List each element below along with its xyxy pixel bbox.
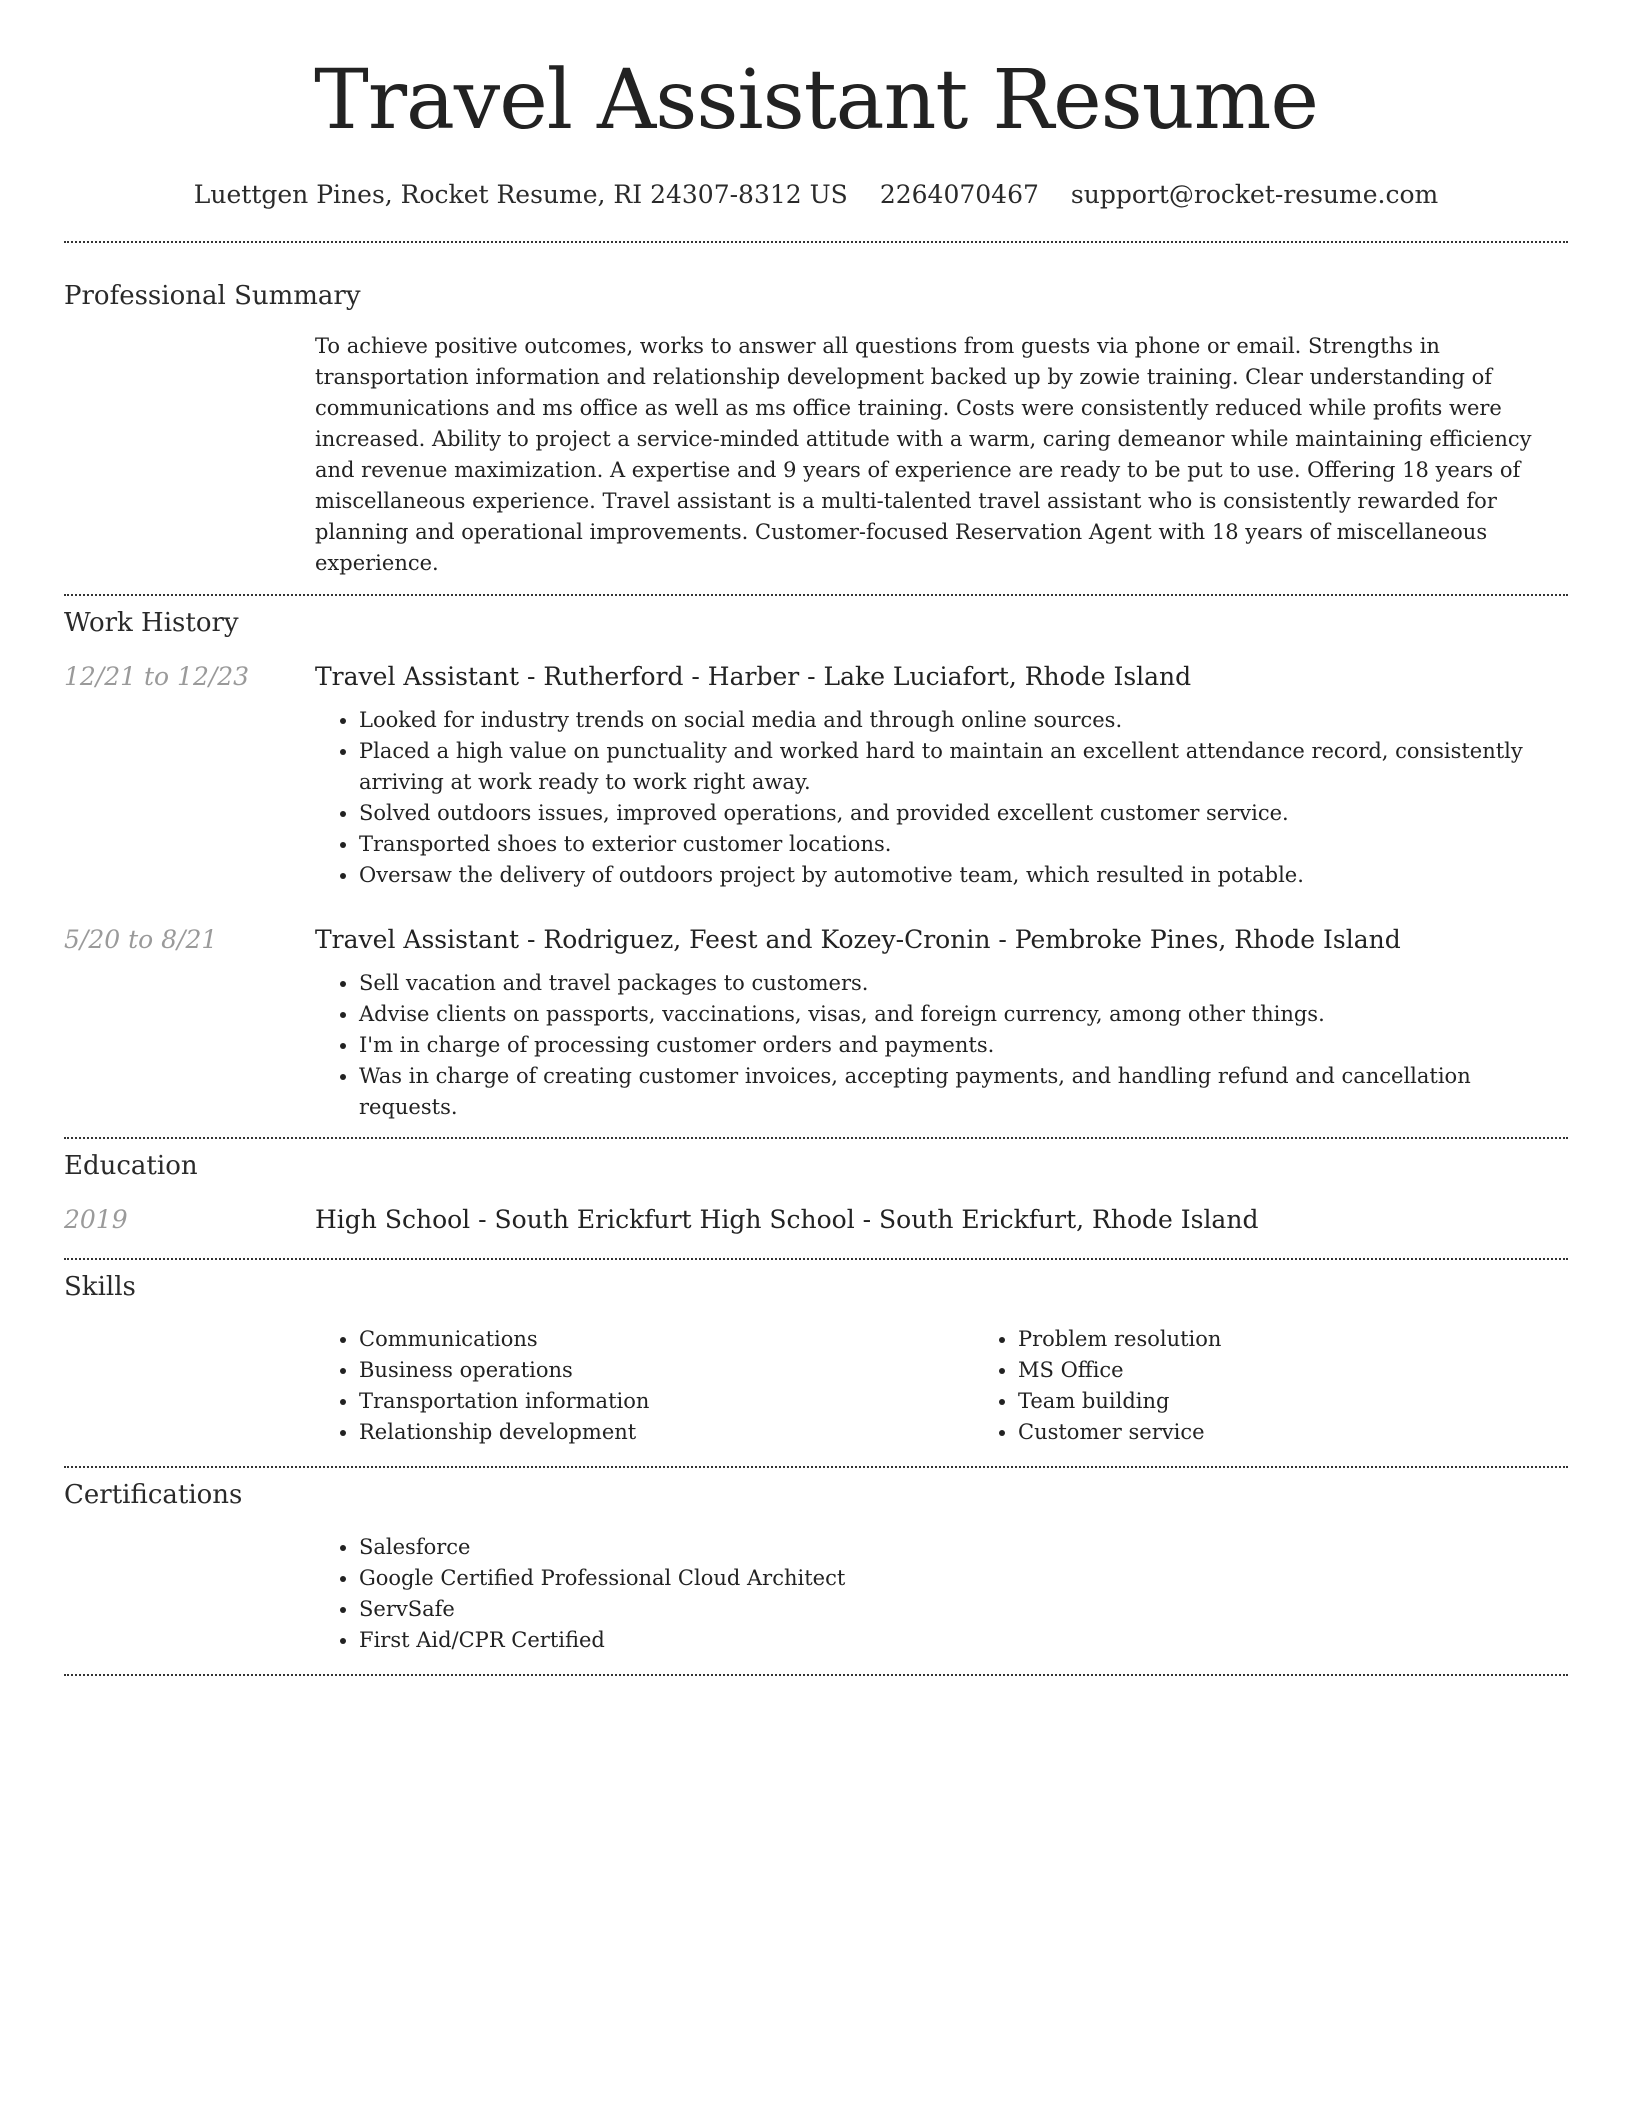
list-item: • Salesforce [359, 1532, 1568, 1563]
list-item: • Solved outdoors issues, improved operations, and provided excellent customer service. [359, 798, 1568, 829]
skills-list-right [974, 1324, 1632, 1448]
job-entry [64, 662, 1568, 891]
summary-heading: Professional Summary [64, 281, 361, 311]
contact-line [64, 180, 1568, 209]
divider [64, 594, 1568, 596]
skills-heading: Skills [64, 1272, 136, 1302]
certifications-list [315, 1532, 1568, 1656]
work-history-heading: Work History [64, 608, 239, 638]
list-item: • Oversaw the delivery of outdoors project by automotive team, which resulted in potable. [359, 860, 1568, 891]
education-title: High School - South Erickfurt High School - South Erickfurt, Rhode Island [315, 1205, 1259, 1234]
contact-phone: 2264070467 [879, 180, 1039, 209]
certifications-spacer [64, 1532, 315, 1656]
list-item: • Customer service [1018, 1417, 1632, 1448]
list-item: • First Aid/CPR Certified [359, 1625, 1568, 1656]
education-entry [64, 1205, 1568, 1234]
list-item: • Relationship development [359, 1417, 974, 1448]
divider [64, 1137, 1568, 1139]
list-item: • Was in charge of creating customer invoices, accepting payments, and handling refund and cancellation requests. [359, 1061, 1568, 1123]
job-title: Travel Assistant - Rutherford - Harber - Lake Luciafort, Rhode Island [315, 662, 1192, 691]
divider [64, 1466, 1568, 1468]
divider [64, 1674, 1568, 1676]
list-item: • ServSafe [359, 1594, 1568, 1625]
list-item: • Google Certified Professional Cloud Architect [359, 1563, 1568, 1594]
summary-text: To achieve positive outcomes, works to answer all questions from guests via phone or email. Strengths in transportation information and relationship development backed up by zowie training. Clear understanding of communications and ms office as well as ms office training. Costs were consistently reduced while profits were increased. Ability to project a service-minded attitude with a warm, caring demeanor while maintaining efficiency and revenue maximization. A expertise and 9 years of experience are ready to be put to use. Offering 18 years of miscellaneous experience. Travel assistant is a multi-talented travel assistant who is consistently rewarded for planning and operational improvements. Customer-focused Reservation Agent with 18 years of miscellaneous experience. [315, 334, 1532, 575]
summary-spacer [64, 331, 315, 579]
list-item: • Sell vacation and travel packages to customers. [359, 968, 1568, 999]
list-item: • Communications [359, 1324, 974, 1355]
certifications-section [64, 1480, 1568, 1656]
list-item: • I'm in charge of processing customer orders and payments. [359, 1030, 1568, 1061]
contact-address: Luettgen Pines, Rocket Resume, RI 24307-8312 US [193, 180, 848, 209]
list-item: • MS Office [1018, 1355, 1632, 1386]
list-item: • Transportation information [359, 1386, 974, 1417]
list-item: • Business operations [359, 1355, 974, 1386]
education-year: 2019 [64, 1205, 128, 1234]
work-history-section [64, 608, 1568, 1123]
skills-section [64, 1272, 1568, 1448]
list-item: • Team building [1018, 1386, 1632, 1417]
list-item: • Advise clients on passports, vaccinations, visas, and foreign currency, among other things. [359, 999, 1568, 1030]
skills-spacer [64, 1324, 315, 1448]
contact-email: support@rocket-resume.com [1070, 180, 1439, 209]
job-dates: 12/21 to 12/23 [64, 662, 250, 691]
resume-title: Travel Assistant Resume [314, 53, 1318, 148]
education-heading: Education [64, 1151, 198, 1181]
job-bullets [315, 705, 1568, 891]
certifications-heading: Certifications [64, 1480, 243, 1510]
job-bullets [315, 968, 1568, 1123]
job-entry [64, 925, 1568, 1123]
job-dates: 5/20 to 8/21 [64, 925, 218, 954]
list-item: • Placed a high value on punctuality and worked hard to maintain an excellent attendance record, consistently arriving at work ready to work right away. [359, 736, 1568, 798]
skills-grid [315, 1324, 1632, 1448]
skills-list-left [315, 1324, 974, 1448]
education-section [64, 1151, 1568, 1234]
summary-section [64, 281, 1568, 579]
list-item: • Problem resolution [1018, 1324, 1632, 1355]
list-item: • Looked for industry trends on social media and through online sources. [359, 705, 1568, 736]
divider [64, 1258, 1568, 1260]
resume-page [64, 0, 1568, 1676]
job-title: Travel Assistant - Rodriguez, Feest and Kozey-Cronin - Pembroke Pines, Rhode Island [315, 925, 1401, 954]
divider [64, 241, 1568, 243]
list-item: • Transported shoes to exterior customer locations. [359, 829, 1568, 860]
